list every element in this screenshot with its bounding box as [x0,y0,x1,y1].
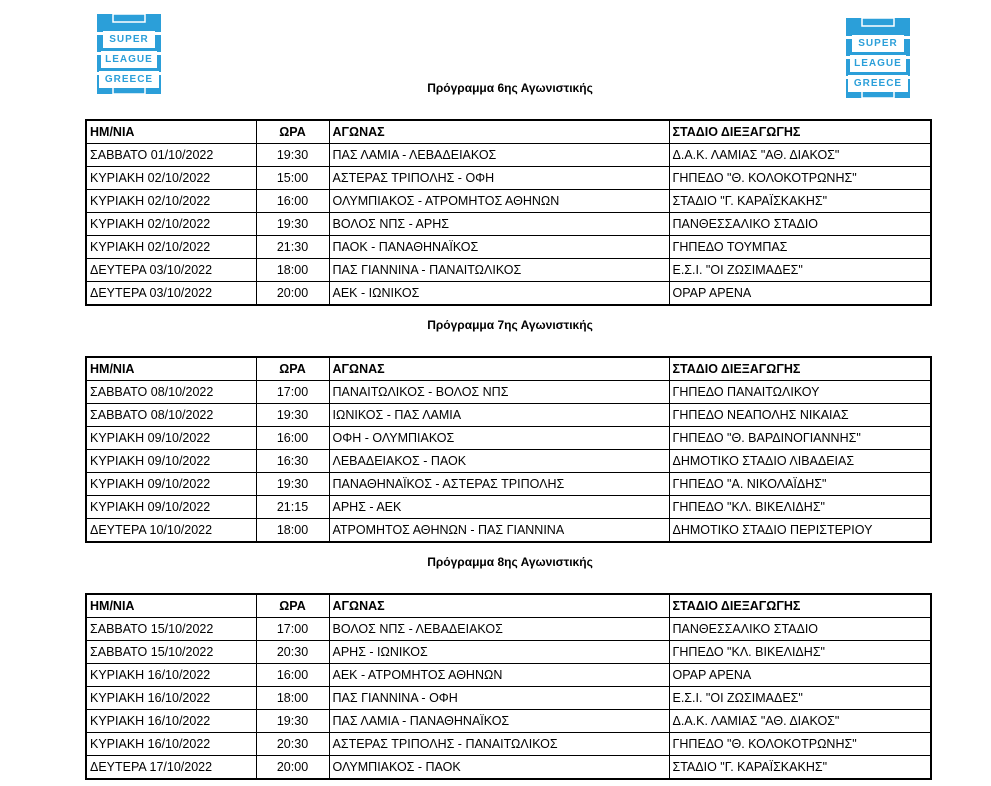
cell-time: 19:30 [256,213,329,236]
cell-time: 18:00 [256,519,329,543]
table-row [86,259,931,282]
cell-venue: ΟΡΑΡ ΑΡΕΝΑ [669,664,931,687]
cell-match: ΛΕΒΑΔΕΙΑΚΟΣ - ΠΑΟΚ [329,450,669,473]
round-6-title: Πρόγραμμα 6ης Αγωνιστικής [427,81,593,95]
cell-match: ΒΟΛΟΣ ΝΠΣ - ΑΡΗΣ [329,213,669,236]
cell-match: ΑΕΚ - ΙΩΝΙΚΟΣ [329,282,669,306]
cell-match: ΑΣΤΕΡΑΣ ΤΡΙΠΟΛΗΣ - ΠΑΝΑΙΤΩΛΙΚΟΣ [329,733,669,756]
logo-word-greece: GREECE [99,71,159,88]
cell-date: ΚΥΡΙΑΚΗ 02/10/2022 [86,213,256,236]
cell-time: 16:00 [256,664,329,687]
cell-venue: ΓΗΠΕΔΟ ΝΕΑΠΟΛΗΣ ΝΙΚΑΙΑΣ [669,404,931,427]
cell-venue: ΓΗΠΕΔΟ "ΚΛ. ΒΙΚΕΛΙΔΗΣ" [669,496,931,519]
cell-time: 17:00 [256,618,329,641]
cell-match: ΟΦΗ - ΟΛΥΜΠΙΑΚΟΣ [329,427,669,450]
table-row [86,664,931,687]
table-row [86,618,931,641]
cell-match: ΑΕΚ - ΑΤΡΟΜΗΤΟΣ ΑΘΗΝΩΝ [329,664,669,687]
cell-date: ΚΥΡΙΑΚΗ 02/10/2022 [86,167,256,190]
table-header-row [86,120,931,144]
cell-date: ΣΑΒΒΑΤΟ 08/10/2022 [86,381,256,404]
cell-venue: Ε.Σ.Ι. "ΟΙ ΖΩΣΙΜΑΔΕΣ" [669,259,931,282]
cell-venue: ΟΡΑΡ ΑΡΕΝΑ [669,282,931,306]
cell-time: 19:30 [256,473,329,496]
table-row [86,756,931,780]
round-6-table [85,119,932,306]
cell-time: 20:30 [256,641,329,664]
cell-time: 20:30 [256,733,329,756]
table-header-row [86,594,931,618]
cell-date: ΚΥΡΙΑΚΗ 09/10/2022 [86,496,256,519]
cell-date: ΔΕΥΤΕΡΑ 17/10/2022 [86,756,256,780]
header-match: ΑΓΩΝΑΣ [329,594,669,618]
header-time: ΩΡΑ [256,120,329,144]
table-row [86,687,931,710]
round-8-table [85,593,932,780]
cell-venue: ΔΗΜΟΤΙΚΟ ΣΤΑΔΙΟ ΛΙΒΑΔΕΙΑΣ [669,450,931,473]
table-row [86,641,931,664]
cell-venue: ΓΗΠΕΔΟ ΤΟΥΜΠΑΣ [669,236,931,259]
table-row [86,404,931,427]
cell-venue: ΓΗΠΕΔΟ "Θ. ΒΑΡΔΙΝΟΓΙΑΝΝΗΣ" [669,427,931,450]
cell-match: ΙΩΝΙΚΟΣ - ΠΑΣ ΛΑΜΙΑ [329,404,669,427]
table-row [86,236,931,259]
cell-date: ΔΕΥΤΕΡΑ 10/10/2022 [86,519,256,543]
cell-time: 20:00 [256,282,329,306]
table-row [86,213,931,236]
table-row [86,427,931,450]
cell-match: ΠΑΣ ΛΑΜΙΑ - ΛΕΒΑΔΕΙΑΚΟΣ [329,144,669,167]
cell-date: ΚΥΡΙΑΚΗ 02/10/2022 [86,190,256,213]
round-7-title: Πρόγραμμα 7ης Αγωνιστικής [427,318,593,332]
cell-time: 16:00 [256,427,329,450]
cell-match: ΑΣΤΕΡΑΣ ΤΡΙΠΟΛΗΣ - ΟΦΗ [329,167,669,190]
cell-match: ΟΛΥΜΠΙΑΚΟΣ - ΑΤΡΟΜΗΤΟΣ ΑΘΗΝΩΝ [329,190,669,213]
cell-venue: ΠΑΝΘΕΣΣΑΛΙΚΟ ΣΤΑΔΙΟ [669,213,931,236]
cell-match: ΠΑΣ ΛΑΜΙΑ - ΠΑΝΑΘΗΝΑΪΚΟΣ [329,710,669,733]
cell-match: ΑΡΗΣ - ΙΩΝΙΚΟΣ [329,641,669,664]
cell-date: ΣΑΒΒΑΤΟ 08/10/2022 [86,404,256,427]
table-row [86,519,931,543]
cell-time: 20:00 [256,756,329,780]
table-row [86,473,931,496]
cell-match: ΠΑΣ ΓΙΑΝΝΙΝΑ - ΠΑΝΑΙΤΩΛΙΚΟΣ [329,259,669,282]
cell-venue: ΓΗΠΕΔΟ "ΚΛ. ΒΙΚΕΛΙΔΗΣ" [669,641,931,664]
header-match: ΑΓΩΝΑΣ [329,120,669,144]
cell-match: ΠΑΣ ΓΙΑΝΝΙΝΑ - ΟΦΗ [329,687,669,710]
cell-match: ΟΛΥΜΠΙΑΚΟΣ - ΠΑΟΚ [329,756,669,780]
cell-date: ΚΥΡΙΑΚΗ 09/10/2022 [86,427,256,450]
cell-date: ΚΥΡΙΑΚΗ 16/10/2022 [86,687,256,710]
cell-time: 19:30 [256,710,329,733]
logo-word-league: LEAGUE [101,51,157,68]
cell-date: ΚΥΡΙΑΚΗ 16/10/2022 [86,710,256,733]
cell-time: 19:30 [256,144,329,167]
header-date: ΗΜ/ΝΙΑ [86,594,256,618]
table-row [86,144,931,167]
cell-time: 19:30 [256,404,329,427]
cell-venue: ΔΗΜΟΤΙΚΟ ΣΤΑΔΙΟ ΠΕΡΙΣΤΕΡΙΟΥ [669,519,931,543]
cell-time: 18:00 [256,687,329,710]
header-venue: ΣΤΑΔΙΟ ΔΙΕΞΑΓΩΓΗΣ [669,120,931,144]
cell-match: ΠΑΟΚ - ΠΑΝΑΘΗΝΑΪΚΟΣ [329,236,669,259]
cell-date: ΔΕΥΤΕΡΑ 03/10/2022 [86,282,256,306]
cell-venue: ΓΗΠΕΔΟ ΠΑΝΑΙΤΩΛΙΚΟΥ [669,381,931,404]
cell-date: ΚΥΡΙΑΚΗ 09/10/2022 [86,473,256,496]
header-venue: ΣΤΑΔΙΟ ΔΙΕΞΑΓΩΓΗΣ [669,594,931,618]
header-time: ΩΡΑ [256,594,329,618]
header-date: ΗΜ/ΝΙΑ [86,357,256,381]
cell-date: ΣΑΒΒΑΤΟ 01/10/2022 [86,144,256,167]
cell-date: ΚΥΡΙΑΚΗ 02/10/2022 [86,236,256,259]
cell-date: ΚΥΡΙΑΚΗ 16/10/2022 [86,664,256,687]
table-row [86,381,931,404]
cell-venue: Δ.Α.Κ. ΛΑΜΙΑΣ "ΑΘ. ΔΙΑΚΟΣ" [669,144,931,167]
cell-date: ΣΑΒΒΑΤΟ 15/10/2022 [86,618,256,641]
cell-time: 15:00 [256,167,329,190]
cell-venue: ΓΗΠΕΔΟ "Θ. ΚΟΛΟΚΟΤΡΩΝΗΣ" [669,733,931,756]
header-match: ΑΓΩΝΑΣ [329,357,669,381]
header-time: ΩΡΑ [256,357,329,381]
logo-word-greece: GREECE [848,75,908,92]
cell-match: ΠΑΝΑΘΗΝΑΪΚΟΣ - ΑΣΤΕΡΑΣ ΤΡΙΠΟΛΗΣ [329,473,669,496]
table-row [86,710,931,733]
cell-venue: ΓΗΠΕΔΟ "Α. ΝΙΚΟΛΑΪΔΗΣ" [669,473,931,496]
table-row [86,496,931,519]
cell-time: 16:00 [256,190,329,213]
cell-venue: Δ.Α.Κ. ΛΑΜΙΑΣ "ΑΘ. ΔΙΑΚΟΣ" [669,710,931,733]
cell-date: ΔΕΥΤΕΡΑ 03/10/2022 [86,259,256,282]
cell-match: ΑΡΗΣ - ΑΕΚ [329,496,669,519]
cell-venue: ΣΤΑΔΙΟ "Γ. ΚΑΡΑΪΣΚΑΚΗΣ" [669,190,931,213]
cell-match: ΑΤΡΟΜΗΤΟΣ ΑΘΗΝΩΝ - ΠΑΣ ΓΙΑΝΝΙΝΑ [329,519,669,543]
cell-venue: ΠΑΝΘΕΣΣΑΛΙΚΟ ΣΤΑΔΙΟ [669,618,931,641]
table-row [86,450,931,473]
cell-match: ΒΟΛΟΣ ΝΠΣ - ΛΕΒΑΔΕΙΑΚΟΣ [329,618,669,641]
cell-date: ΚΥΡΙΑΚΗ 09/10/2022 [86,450,256,473]
cell-venue: ΣΤΑΔΙΟ "Γ. ΚΑΡΑΪΣΚΑΚΗΣ" [669,756,931,780]
cell-match: ΠΑΝΑΙΤΩΛΙΚΟΣ - ΒΟΛΟΣ ΝΠΣ [329,381,669,404]
header-venue: ΣΤΑΔΙΟ ΔΙΕΞΑΓΩΓΗΣ [669,357,931,381]
round-8-title: Πρόγραμμα 8ης Αγωνιστικής [427,555,593,569]
table-row [86,282,931,306]
cell-date: ΚΥΡΙΑΚΗ 16/10/2022 [86,733,256,756]
cell-time: 21:15 [256,496,329,519]
table-row [86,733,931,756]
header-date: ΗΜ/ΝΙΑ [86,120,256,144]
cell-time: 17:00 [256,381,329,404]
table-header-row [86,357,931,381]
table-row [86,190,931,213]
round-7-table [85,356,932,543]
cell-time: 16:30 [256,450,329,473]
cell-date: ΣΑΒΒΑΤΟ 15/10/2022 [86,641,256,664]
logo-word-super: SUPER [103,31,155,48]
logo-word-super: SUPER [852,35,904,52]
logo-word-league: LEAGUE [850,55,906,72]
table-row [86,167,931,190]
cell-venue: ΓΗΠΕΔΟ "Θ. ΚΟΛΟΚΟΤΡΩΝΗΣ" [669,167,931,190]
cell-venue: Ε.Σ.Ι. "ΟΙ ΖΩΣΙΜΑΔΕΣ" [669,687,931,710]
cell-time: 21:30 [256,236,329,259]
cell-time: 18:00 [256,259,329,282]
